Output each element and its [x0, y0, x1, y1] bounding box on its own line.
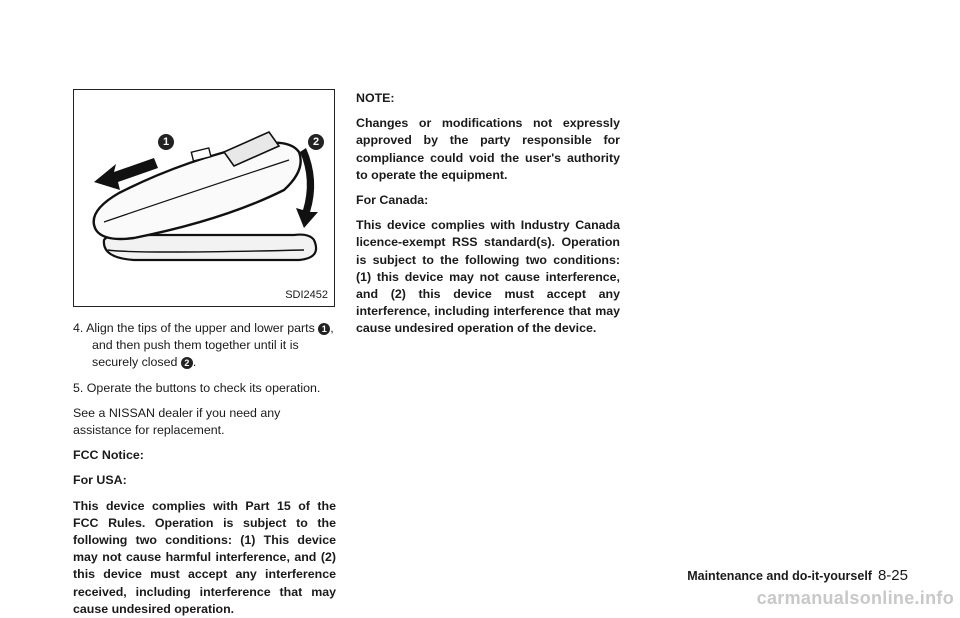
- left-column: [73, 320, 336, 618]
- fcc-usa-text: This device complies with Part 15 of the FCC Rules. Operation is subject to the following two conditions: (1) This device may not cause harmful interference, and (2) this device must accept any interference received, including interference that may cause undesired operation.: [73, 498, 336, 616]
- step-number: 5.: [73, 380, 84, 395]
- ref-2-icon: 2: [181, 357, 193, 369]
- fcc-note-heading: NOTE:: [356, 91, 395, 105]
- right-column: [356, 90, 620, 346]
- step-number: 4.: [73, 321, 84, 335]
- step-4: [73, 320, 336, 372]
- step-text: .: [192, 355, 197, 370]
- callout-2-icon: 2: [308, 134, 324, 150]
- fcc-canada-heading: For Canada:: [356, 193, 429, 208]
- key-fob-illustration: [74, 90, 336, 308]
- fcc-canada-text: This device complies with Industry Canada licence-exempt RSS standard(s). Operation is subject to the following two conditions: (1) this device may not cause interference, and (2) this device must accept any interference, including interference that may cause undesired operation of the device.: [356, 218, 620, 336]
- page-footer: [687, 567, 908, 584]
- fcc-heading: FCC Notice:: [73, 448, 144, 463]
- fcc-note-text: Changes or modifications not expressly approved by the party responsible for compliance could void the user's authority to operate the equipment.: [356, 116, 620, 182]
- step-text: Operate the buttons to check its operation.: [86, 380, 321, 395]
- step-text: , and then push them together until it is securely closed: [92, 321, 334, 370]
- step-text: Align the tips of the upper and lower parts: [86, 321, 315, 335]
- callout-1-icon: 1: [158, 134, 174, 150]
- section-title: Maintenance and do-it-yourself: [687, 569, 872, 583]
- fcc-usa-heading: For USA:: [73, 473, 127, 488]
- page-number: 8-25: [877, 567, 908, 584]
- step-5: [73, 380, 336, 397]
- figure-id: SDI2452: [285, 289, 328, 301]
- watermark: carmanualsonline.info: [756, 588, 954, 608]
- ref-1-icon: 1: [318, 323, 330, 335]
- dealer-note: See a NISSAN dealer if you need any assistance for replacement.: [73, 405, 281, 438]
- illustration-figure: [73, 89, 335, 307]
